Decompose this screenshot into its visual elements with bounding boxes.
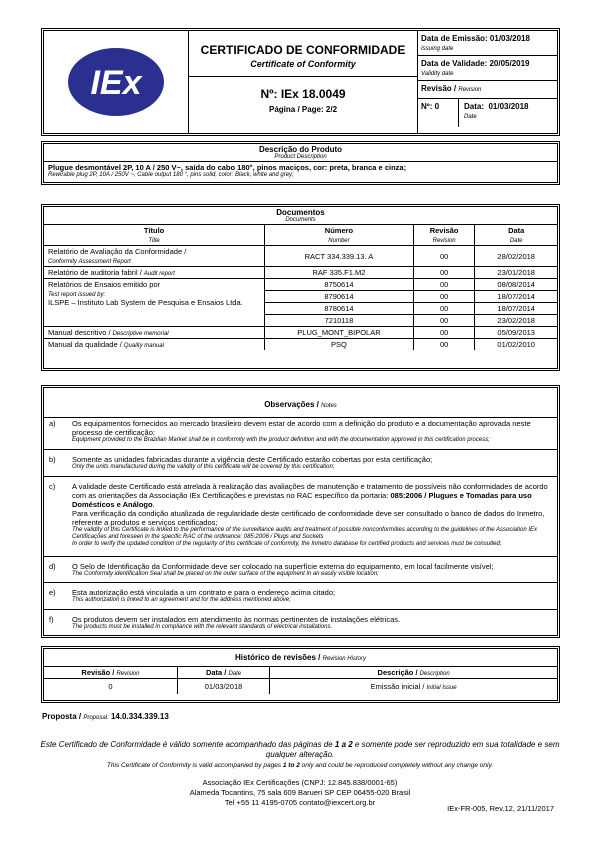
footer bbox=[40, 740, 560, 808]
test-reports-title-en: Test report issued by: bbox=[48, 292, 106, 298]
product-description-section bbox=[41, 141, 560, 185]
revision-label: Revisão / bbox=[421, 84, 459, 93]
col-date-en: Date bbox=[228, 671, 242, 677]
col-title-en: Title bbox=[148, 238, 160, 244]
note-text-en: Only the units manufactured during the validity of this certificate will be covered by this certification; bbox=[72, 464, 335, 470]
doc-number: 8790614 bbox=[265, 291, 414, 303]
documents-title: Documentos bbox=[276, 208, 325, 217]
doc-number: PSQ bbox=[265, 339, 414, 351]
address-line-1: Associação IEx Certificações (CNPJ: 12.845.838/0001-65) bbox=[202, 778, 398, 787]
doc-revision: 00 bbox=[413, 315, 475, 327]
revision-date: 01/03/2018 bbox=[488, 102, 529, 111]
col-revision: Revisão / bbox=[81, 668, 117, 677]
product-description-title: Descrição do Produto bbox=[258, 145, 343, 154]
doc-number: RACT 334.339.13. A bbox=[265, 246, 414, 267]
col-description-en: Description bbox=[419, 671, 450, 677]
note-letter: e) bbox=[49, 588, 56, 597]
certificate-header bbox=[41, 28, 560, 136]
note-letter: d) bbox=[49, 562, 56, 571]
history-description: Emissão inicial / bbox=[370, 682, 427, 691]
col-date-en: Date bbox=[509, 238, 523, 244]
doc-revision: 00 bbox=[413, 291, 475, 303]
note-a bbox=[49, 419, 549, 444]
note-text-2: Para verificação da condição atualizada de regularidade deste certificado de conformidade deve ser consultado o banco de dados do Inmetro, referente a produtos e serviços certificados; bbox=[72, 509, 545, 527]
issue-date: Data de Emissão: 01/03/2018 bbox=[421, 34, 530, 43]
doc-number: PLUG_MONT_BIPOLAR bbox=[265, 327, 414, 339]
note-c bbox=[49, 482, 549, 548]
documents-table bbox=[44, 207, 557, 350]
doc-revision: 00 bbox=[413, 303, 475, 315]
table-row bbox=[44, 339, 557, 351]
doc-date: 05/09/2013 bbox=[475, 327, 557, 339]
note-text: O Selo de Identificação da Conformidade deve ser colocado na superfície externa do equipamento, em local facilmente visível; bbox=[72, 562, 494, 571]
product-description-text-en: Rewirable plug 2P, 10A / 250V ~, Cable output 180 °, pins solid, color: Black, white and grey; bbox=[48, 172, 294, 178]
note-text-en: The validity of this Certificate is linked to the performance of the surveillance audits and treatment of possible nonconformities according to the guidelines of the Association IEx Certificações and foreseen in the specific RAC of the ordinance: 085:2006 / Plugs and Sockets bbox=[72, 527, 538, 540]
note-letter: a) bbox=[49, 419, 56, 428]
doc-revision: 00 bbox=[413, 246, 475, 267]
col-number-en: Number bbox=[328, 238, 350, 244]
doc-revision: 00 bbox=[413, 327, 475, 339]
address-line-3: Tel +55 11 4195-0705 contato@iexcert.org.br bbox=[224, 798, 376, 807]
table-row bbox=[44, 267, 557, 279]
validity-date-en: Validity date bbox=[421, 71, 454, 77]
revision-label-en: Revision bbox=[458, 87, 482, 93]
table-row bbox=[44, 246, 557, 267]
history-date: 01/03/2018 bbox=[177, 679, 269, 695]
col-revision-en: Revision bbox=[432, 238, 456, 244]
note-text-en: The Conformity identification Seal shall be placed on the outer surface of the equipment in an easily visible location; bbox=[72, 571, 379, 577]
doc-date: 18/07/2014 bbox=[475, 291, 557, 303]
doc-date: 23/01/2018 bbox=[475, 267, 557, 279]
revision-history-section bbox=[41, 646, 560, 703]
address-line-2: Alameda Tocantins, 75 sala 609 Barueri SP CEP 06455-020 Brasil bbox=[189, 788, 411, 797]
doc-date: 23/02/2018 bbox=[475, 315, 557, 327]
notes-title: Observações / bbox=[264, 400, 322, 409]
note-text: Somente as unidades fabricadas durante a vigência deste Certificado estarão cobertas por esta certificação; bbox=[72, 455, 433, 464]
validity-statement: Este Certificado de Conformidade é válido somente acompanhado das páginas de 1 a 2 e somente pode ser reproduzido em sua totalidade e sem qualquer alteração. bbox=[40, 740, 560, 759]
form-code: IEx-FR-005, Rev.12, 21/11/2017 bbox=[447, 804, 554, 813]
doc-title: Manual da qualidade / bbox=[48, 340, 124, 349]
doc-revision: 00 bbox=[413, 279, 475, 291]
doc-title-en: Audit report bbox=[143, 271, 175, 277]
proposal-line bbox=[42, 712, 169, 721]
doc-title: Manual descritivo / bbox=[48, 328, 113, 337]
certificate-title: CERTIFICADO DE CONFORMIDADE bbox=[200, 43, 406, 57]
note-text-en: Equipment provided to the Brazilian Market shall be in conformity with the product definition and with the documentation approved in this certification process; bbox=[72, 437, 490, 443]
proposal-label: Proposta / bbox=[42, 712, 84, 721]
revision-date-label: Data: bbox=[464, 102, 485, 111]
note-text-en: The products must be installed in compliance with the relevant standards of electrical installations. bbox=[72, 624, 333, 630]
notes-title-en: Notes bbox=[321, 403, 337, 409]
col-revision-en: Revision bbox=[116, 671, 140, 677]
certificate-title-en: Certificate of Conformity bbox=[250, 59, 356, 69]
note-text-en-2: In order to verify the updated condition of the regularity of this certificate of conformity, the Inmetro database for certified products and services must be consulted; bbox=[72, 541, 502, 547]
revision-date-en: Date bbox=[464, 114, 477, 120]
logo-icon bbox=[66, 46, 166, 118]
history-revision: 0 bbox=[44, 679, 177, 695]
doc-date: 08/08/2014 bbox=[475, 279, 557, 291]
history-header-row bbox=[44, 667, 557, 679]
documents-title-en: Documents bbox=[285, 217, 316, 223]
history-title: Histórico de revisões / bbox=[235, 653, 323, 662]
doc-date: 28/02/2018 bbox=[475, 246, 557, 267]
note-f bbox=[49, 615, 549, 631]
note-text: Os equipamentos fornecidos ao mercado brasileiro devem estar de acordo com a definição do produto e a documentação aprovada neste processo de certificação; bbox=[72, 419, 531, 437]
certificate-number: Nº: IEx 18.0049 bbox=[260, 87, 346, 101]
product-description-text: Plugue desmontável 2P, 10 A / 250 V~, saída do cabo 180°, pinos maciços, cor: preta, branca e cinza; bbox=[48, 163, 407, 172]
doc-title-en: Descriptive memorial bbox=[112, 331, 169, 337]
col-revision: Revisão bbox=[429, 226, 459, 235]
note-letter: f) bbox=[49, 615, 54, 624]
doc-title-en: Quality manual bbox=[123, 343, 164, 349]
doc-number: 8750614 bbox=[265, 279, 414, 291]
history-title-en: Revision History bbox=[322, 656, 366, 662]
note-letter: c) bbox=[49, 482, 56, 491]
col-date: Data bbox=[508, 226, 525, 235]
doc-number: 7210118 bbox=[265, 315, 414, 327]
doc-number: 8780614 bbox=[265, 303, 414, 315]
title-cell bbox=[189, 31, 418, 133]
note-text: A validade deste Certificado está atrelada à realização das avaliações de manutenção e tratamento de possíveis não conformidades de acordo com as orientações da Associação IEx Certificações e previstas no RAC específico da portaria: bbox=[72, 482, 548, 500]
doc-title-en: Conformity Assessment Report bbox=[48, 259, 131, 265]
col-number: Número bbox=[324, 226, 354, 235]
table-row bbox=[44, 679, 557, 695]
note-e bbox=[49, 588, 549, 604]
doc-date: 01/02/2010 bbox=[475, 339, 557, 351]
col-date: Data / bbox=[205, 668, 229, 677]
history-description-en: Initial Issue bbox=[426, 685, 457, 691]
product-description-title-en: Product Description bbox=[274, 154, 327, 160]
doc-date: 18/07/2014 bbox=[475, 303, 557, 315]
dates-cell bbox=[418, 31, 557, 133]
page-number: Página / Page: 2/2 bbox=[268, 105, 338, 114]
documents-section bbox=[41, 204, 560, 371]
note-text: Os produtos devem ser instalados em atendimento às normas pertinentes de instalações elétricas. bbox=[72, 615, 401, 624]
col-description: Descrição / bbox=[377, 668, 420, 677]
note-d bbox=[49, 562, 549, 578]
test-reports-title: Relatórios de Ensaios emitido por bbox=[48, 280, 161, 289]
documents-header-row bbox=[44, 225, 557, 246]
validity-statement-en: This Certificate of Conformity is valid accompanied by pages 1 to 2 only and could be reproduced completely without any change only. bbox=[106, 762, 494, 769]
table-row bbox=[44, 327, 557, 339]
note-text-en: This authorization is linked to an agreement and for the address mentioned above; bbox=[72, 597, 291, 603]
revision-number: Nº: 0 bbox=[421, 102, 440, 111]
revision-history-table bbox=[44, 649, 557, 694]
note-text-end: . bbox=[152, 500, 155, 509]
notes-section bbox=[41, 385, 560, 638]
note-text-bold: 085:2006 / Plugues e Tomadas para uso Domésticos e Análogo bbox=[72, 491, 532, 509]
doc-title: Relatório de Avaliação da Conformidade / bbox=[48, 247, 187, 256]
validity-date: Data de Validade: 20/05/2019 bbox=[421, 59, 530, 68]
table-row bbox=[44, 279, 557, 291]
note-b bbox=[49, 455, 549, 471]
col-title: Título bbox=[143, 226, 165, 235]
logo-text: IEx bbox=[90, 64, 142, 102]
note-letter: b) bbox=[49, 455, 56, 464]
issue-date-en: Issuing date bbox=[421, 46, 454, 52]
doc-title: Relatório de auditoria fabril / bbox=[48, 268, 144, 277]
doc-revision: 00 bbox=[413, 267, 475, 279]
doc-number: RAF 335.F1.M2 bbox=[265, 267, 414, 279]
proposal-value: 14.0.334.339.13 bbox=[110, 712, 169, 721]
note-text: Esta autorização está vinculada a um contrato e para o endereço acima citado; bbox=[72, 588, 336, 597]
proposal-label-en: Proposal: bbox=[83, 715, 109, 721]
test-lab: ILSPE – Instituto Lab System de Pesquisa e Ensaios Ltda. bbox=[48, 298, 243, 307]
doc-revision: 00 bbox=[413, 339, 475, 351]
iex-logo bbox=[44, 31, 189, 133]
